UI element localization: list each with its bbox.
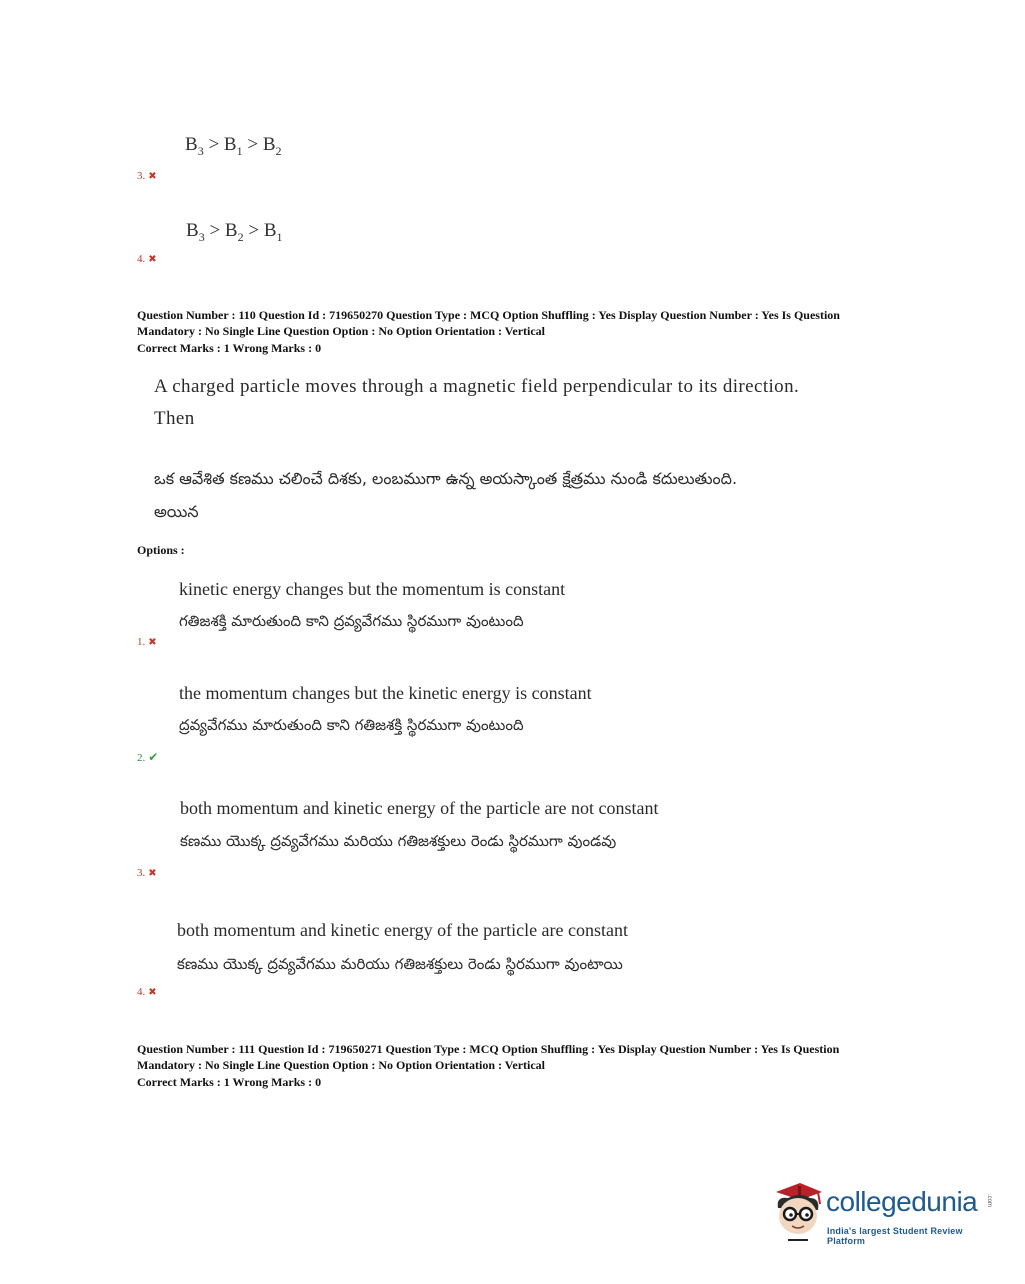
q110-option-4-number: 4. ✖ bbox=[137, 986, 157, 998]
options-label: Options : bbox=[137, 543, 185, 557]
checkmark-icon: ✔ bbox=[148, 750, 159, 764]
q110-meta-line1: Question Number : 110 Question Id : 719650270 Question Type : MCQ Option Shuffling : Yes Display Question Number : Yes Is Question bbox=[137, 308, 840, 322]
q111-meta bbox=[137, 1042, 907, 1091]
logo-com: .com bbox=[986, 1194, 992, 1208]
logo-tagline: India's largest Student Review Platform bbox=[827, 1226, 963, 1246]
wrong-icon: ✖ bbox=[148, 637, 157, 648]
q110-text-en-line1: A charged particle moves through a magnetic field perpendicular to its direction. bbox=[154, 376, 800, 397]
student-mascot-icon bbox=[770, 1180, 828, 1246]
wrong-icon: ✖ bbox=[148, 868, 157, 879]
q110-option-4-en: both momentum and kinetic energy of the particle are constant bbox=[177, 920, 629, 940]
q110-option-1-number: 1. ✖ bbox=[137, 636, 157, 648]
q110-option-3-number: 3. ✖ bbox=[137, 867, 157, 879]
prev-option-3-number: 3. ✖ bbox=[137, 170, 157, 182]
wrong-icon: ✖ bbox=[148, 254, 157, 265]
wrong-icon: ✖ bbox=[148, 987, 157, 998]
q110-option-4-te: కణము యొక్క ద్రవ్యవేగము మరియు గతిజశక్తులు రెండు స్థిరముగా వుంటాయి bbox=[177, 955, 623, 973]
q110-option-2-te: ద్రవ్యవేగము మారుతుంది కాని గతిజశక్తి స్థిరముగా వుంటుంది bbox=[179, 716, 524, 734]
prev-option-4-formula: $B_3 > B_2 > B_1$ bbox=[186, 220, 283, 244]
q110-option-1-te: గతిజశక్తి మారుతుంది కాని ద్రవ్యవేగము స్థిరముగా వుంటుంది bbox=[179, 612, 524, 630]
q111-meta-line2: Mandatory : No Single Line Question Option : No Option Orientation : Vertical bbox=[137, 1057, 546, 1072]
q110-text-te-line1: ఒక ఆవేశిత కణము చలించే దిశకు, లంబముగా ఉన్న అయస్కాంత క్షేత్రము నుండి కదులుతుంది. bbox=[154, 469, 738, 488]
q110-option-3-te: కణము యొక్క ద్రవ్యవేగము మరియు గతిజశక్తులు రెండు స్థిరముగా వుండవు bbox=[180, 832, 617, 850]
q110-option-2-number: 2. ✔ bbox=[137, 750, 159, 764]
q110-option-3-en: both momentum and kinetic energy of the particle are not constant bbox=[180, 798, 659, 818]
wrong-icon: ✖ bbox=[148, 171, 157, 182]
prev-option-3-formula: $B_3 > B_1 > B_2$ bbox=[185, 134, 282, 158]
q110-option-2-en: the momentum changes but the kinetic energy is constant bbox=[179, 683, 592, 703]
q110-text-en-line2: Then bbox=[154, 408, 195, 429]
collegedunia-logo bbox=[770, 1180, 995, 1245]
prev-option-4-number: 4. ✖ bbox=[137, 253, 157, 265]
q110-meta bbox=[137, 308, 907, 357]
q110-text-te-line2: అయిన bbox=[154, 502, 199, 521]
q110-option-1-en: kinetic energy changes but the momentum is constant bbox=[179, 579, 566, 599]
q111-meta-line3: Correct Marks : 1 Wrong Marks : 0 bbox=[137, 1075, 322, 1089]
logo-wordmark: collegedunia bbox=[826, 1186, 978, 1217]
q111-meta-line1: Question Number : 111 Question Id : 719650271 Question Type : MCQ Option Shuffling : Yes Display Question Number : Yes Is Question bbox=[137, 1042, 840, 1056]
q110-meta-line2: Mandatory : No Single Line Question Option : No Option Orientation : Vertical bbox=[137, 323, 546, 338]
q110-meta-line3: Correct Marks : 1 Wrong Marks : 0 bbox=[137, 341, 322, 355]
